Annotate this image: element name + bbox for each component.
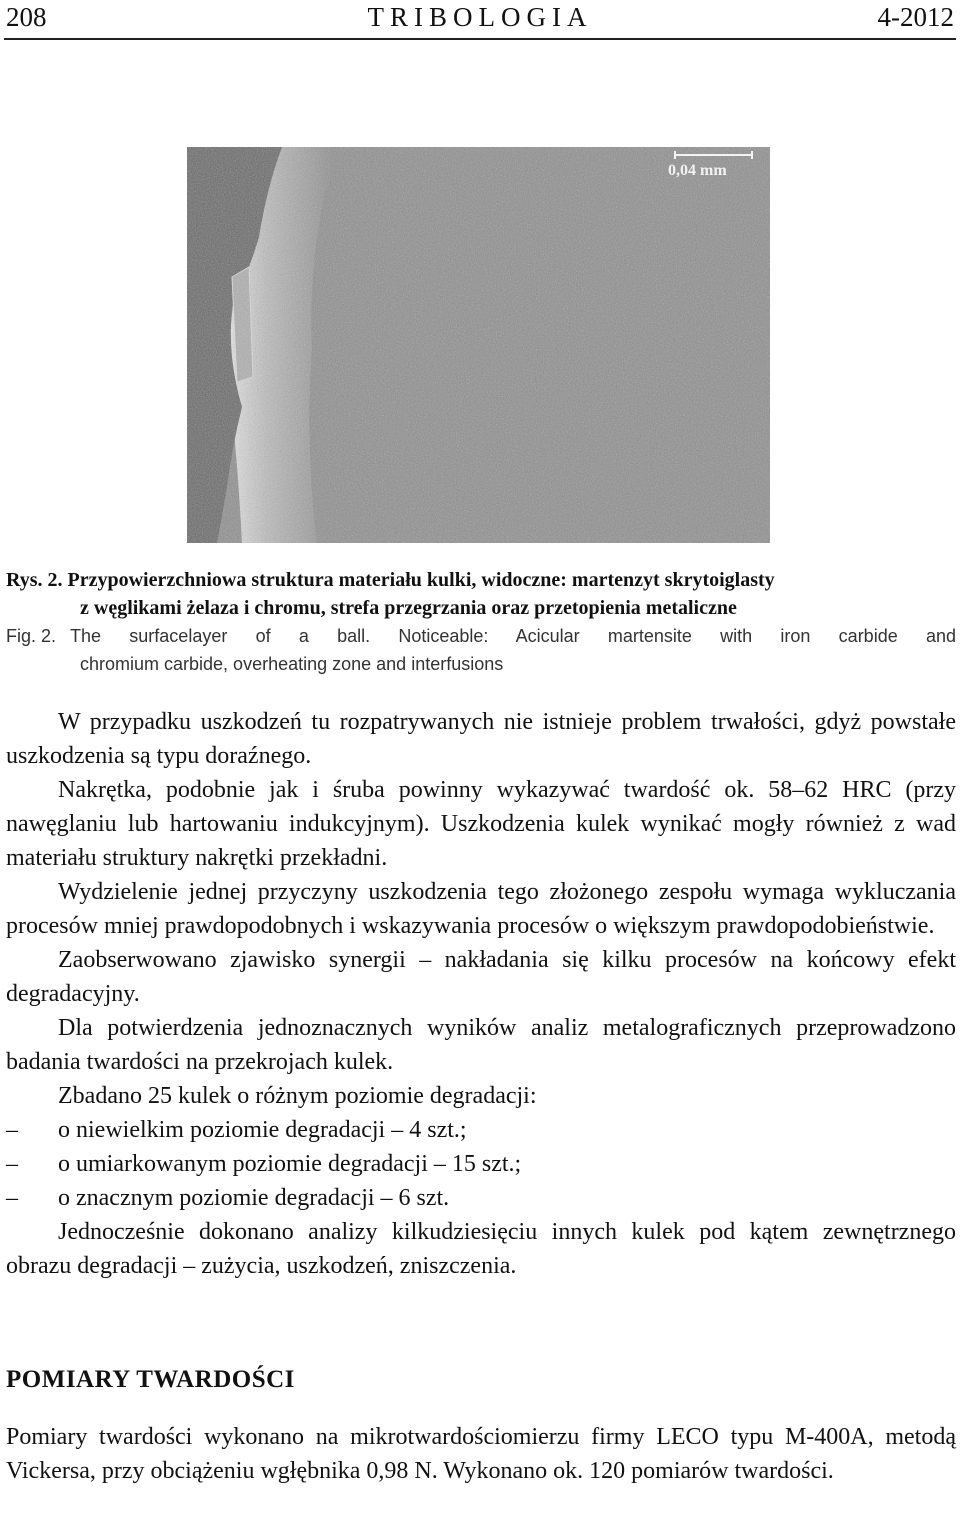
paragraph: Dla potwierdzenia jednoznacznych wyników analiz metalograficznych przeprowadzono badania twardości na przekrojach kulek. (6, 1015, 956, 1075)
paragraph: Pomiary twardości wykonano na mikrotwardościomierzu firmy LECO typu M-400A, metodą Vickersa, przy obciążeniu wgłębnika 0,98 N. Wykonano ok. 120 pomiarów twardości. (6, 1424, 956, 1484)
dash-bullet: – (6, 1185, 18, 1211)
journal-title: TRIBOLOGIA (367, 2, 593, 32)
paragraph: Zbadano 25 kulek o różnym poziomie degradacji: (58, 1083, 537, 1109)
dash-bullet: – (6, 1151, 18, 1177)
paragraph: Nakrętka, podobnie jak i śruba powinny wykazywać twardość ok. 58–62 HRC (przy nawęglaniu lub hartowaniu indukcyjnym). Uszkodzenia kulek wynikać mogły również z wad materiału struktury nakrętki przekładni. (6, 777, 956, 871)
paragraph: Zaobserwowano zjawisko synergii – nakładania się kilku procesów na końcowy efekt degradacyjny. (6, 947, 956, 1007)
micrograph-drawing (187, 147, 770, 543)
scale-bar-label: 0,04 mm (668, 162, 727, 179)
list-item-text: o niewielkim poziomie degradacji – 4 szt.; (58, 1117, 467, 1143)
dash-bullet: – (6, 1117, 18, 1143)
caption-en-label: Fig. 2. (6, 626, 57, 646)
running-header (0, 0, 960, 34)
list-item (6, 1181, 956, 1215)
paragraph: W przypadku uszkodzeń tu rozpatrywanych nie istnieje problem trwałości, gdyż powstałe uszkodzenia są typu doraźnego. (6, 709, 956, 769)
list-item-text: o znacznym poziomie degradacji – 6 szt. (58, 1185, 450, 1211)
section-heading: POMIARY TWARDOŚCI (6, 1366, 295, 1393)
header-rule (4, 38, 956, 40)
paragraph: Jednocześnie dokonano analizy kilkudziesięciu innych kulek pod kątem zewnętrznego obrazu degradacji – zużycia, uszkodzeń, zniszczenia. (6, 1219, 956, 1279)
paragraph: Wydzielenie jednej przyczyny uszkodzenia tego złożonego zespołu wymaga wykluczania procesów mniej prawdopodobnych i wskazywania procesów o większym prawdopodobieństwie. (6, 879, 956, 939)
issue-number: 4-2012 (877, 2, 954, 32)
caption-pl-line2: z węglikami żelaza i chromu, strefa przegrzania oraz przetopienia metaliczne (80, 597, 737, 619)
caption-en-line2: chromium carbide, overheating zone and interfusions (80, 654, 504, 674)
degradation-list (6, 1113, 956, 1215)
section-text (6, 1420, 956, 1488)
micrograph-image (187, 147, 770, 543)
list-item-text: o umiarkowanym poziomie degradacji – 15 szt.; (58, 1151, 522, 1177)
figure-caption-en (6, 622, 956, 678)
page-number: 208 (6, 2, 47, 32)
caption-en-line1: The surfacelayer of a ball. Noticeable: Acicular martensite with iron carbide and (70, 626, 956, 646)
body-text (6, 705, 956, 1283)
caption-pl-line1: Rys. 2. Przypowierzchniowa struktura materiału kulki, widoczne: martenzyt skrytoiglasty (6, 569, 775, 591)
figure-caption-pl (6, 566, 956, 622)
list-item (6, 1147, 956, 1181)
list-item (6, 1113, 956, 1147)
